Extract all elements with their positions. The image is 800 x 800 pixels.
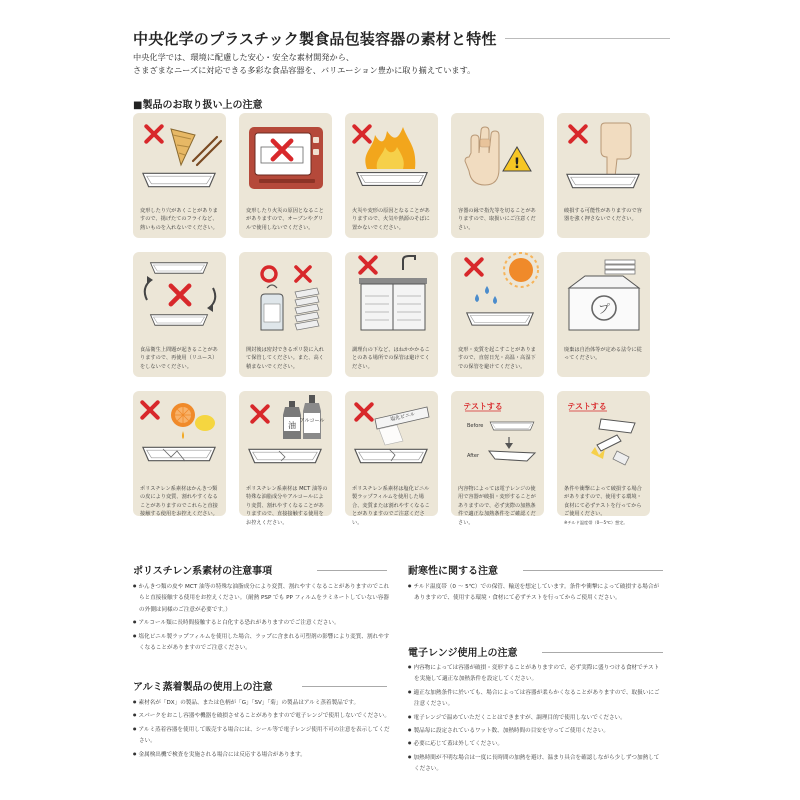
test-label: テストする — [567, 402, 607, 411]
oven-icon — [239, 113, 332, 198]
oil-alcohol-bottles-icon — [239, 391, 332, 476]
caution-card-fire — [345, 113, 438, 238]
card-text-note: ※チルド温度帯（0～5℃）想定。 — [564, 519, 628, 525]
handling-section-heading: ■製品のお取り扱い上の注意 — [133, 100, 263, 111]
mw-section-divider — [542, 652, 663, 653]
card-text — [564, 485, 646, 527]
pvc-label: 塩化ビニル — [389, 411, 416, 423]
list-item: ● 塩化ビニル製ラップフィルムを使用した場合、ラップに含まれる可塑剤の影響により変質、割れやすくなることがありますのでご注意ください。 — [133, 630, 391, 655]
card-text: 調理台の下など、はねかかかることのある場所での保管は避けてください。 — [352, 347, 430, 370]
caution-card-disposal — [557, 252, 650, 377]
caution-card-oil-alcohol — [239, 391, 332, 526]
caution-card-hot-food — [133, 113, 226, 238]
card-text: 食品衛生上問題が起きることがありますので、再使用（リユース）をしないでください。 — [140, 347, 218, 370]
card-text: 変形したり火災の原因となることがありますので、オーブンやグリルで使用しないでください。 — [246, 208, 324, 231]
card-text: 開封後は密封できるポリ袋に入れて保管してください。また、高く積まないでください。 — [246, 347, 324, 370]
caution-card-reuse — [133, 252, 226, 377]
list-item: ● スパークをおこし容器や機器を破損させることがありますので電子レンジで使用しないでください。 — [133, 709, 391, 722]
card-text: 廃棄は自治体等が定める法令に従ってください。 — [564, 347, 642, 362]
card-text: ポリスチレン系素材はかんきつ類の皮により変質、割れやすくなることがありますのでこれらと直接接触する使用をお控えください。 — [140, 486, 218, 518]
list-item: ● かんきつ類の皮や MCT 油等の特殊な油脂成分により変質、割れやすくなることがありますのでこれらと直接接触する使用をお控えください。（耐熱 PSP でも PP フィルムをラミネートしていない容器の外側は同様のご注意が必要です。） — [133, 580, 391, 616]
page-title: 中央化学のプラスチック製食品包装容器の素材と特性 — [133, 30, 497, 48]
after-label: After — [467, 453, 480, 459]
card-text: 破損する可能性がありますので容器を強く押さないでください。 — [564, 208, 642, 223]
intro-line-1: 中央化学では、環境に配慮した安心・安全な素材開発から、 — [133, 52, 355, 62]
list-item: ● チルド温度帯（0 ～ 5℃）での保管、輸送を想定しています。条件や衝撃によって破損する場合がありますので、使用する環境・食材にて必ずテストを行ってからご使用ください。 — [408, 580, 664, 605]
intro-text — [133, 51, 475, 77]
alcohol-label: アルコール — [299, 418, 325, 424]
card-text: 変形・変質を起こすことがありますので、直射日光・高温・高湿下での保管を避けてください。 — [458, 347, 536, 370]
ps-section-list — [133, 580, 391, 654]
list-item: ● 製品毎に設定されているワット数、加熱時間の目安を守ってご使用ください。 — [408, 724, 664, 737]
card-text: 容器の縁で指先等を切ることがありますので、取扱いにご注意ください。 — [458, 208, 536, 231]
cold-impact-test-icon — [557, 391, 650, 476]
card-text-main: 条件や衝撃によって破損する場合がありますので、使用する環境・食材にて必ずテストを行ってからご使用ください。 — [564, 486, 642, 518]
caution-card-cold-test — [557, 391, 650, 525]
before-after-test-icon — [451, 391, 544, 476]
list-item: ● 加熱時間が不明な場合は一度に長時間の加熱を避け、温まり具合を確認しながら少しずつ加熱してください。 — [408, 751, 664, 776]
al-section-list — [133, 696, 391, 761]
al-section-heading: アルミ蒸着製品の使用上の注意 — [133, 682, 273, 693]
caution-card-storage-bag — [239, 252, 332, 377]
caution-card-oven — [239, 113, 332, 238]
no-reuse-icon — [133, 252, 226, 337]
recycle-box-icon — [557, 252, 650, 337]
caution-card-pvc-wrap — [345, 391, 438, 526]
pvc-wrap-icon — [345, 391, 438, 476]
caution-card-press — [557, 113, 650, 238]
cold-section-heading: 耐寒性に関する注意 — [408, 566, 498, 577]
mw-section-list — [408, 661, 664, 776]
poly-bag-storage-icon — [239, 252, 332, 337]
svg-text:プ: プ — [597, 302, 611, 316]
caution-card-sink — [345, 252, 438, 377]
hot-fried-food-icon — [133, 113, 226, 198]
pressing-hand-icon — [557, 113, 650, 198]
list-item: ● アルミ蒸着容器を使用して販売する場合には、シール等で電子レンジ使用不可の注意を表示してください。 — [133, 723, 391, 748]
card-text: 変形したり穴があくことがありますので、揚げたてのフライなど、熱いものを入れないでください。 — [140, 208, 218, 231]
citrus-icon — [133, 391, 226, 476]
before-label: Before — [467, 423, 484, 429]
list-item: ● 適正な加熱条件に於いても、場合によっては容器が柔らかくなることがありますので、取扱いにご注意ください。 — [408, 686, 664, 711]
list-item: ● 電子レンジで温めていただくことはできますが、調理目的で使用しないでください。 — [408, 711, 664, 724]
sink-cabinet-icon — [345, 252, 438, 337]
sun-water-icon — [451, 252, 544, 337]
ps-section-divider — [317, 570, 387, 571]
cold-section-divider — [523, 570, 663, 571]
cold-section-list — [408, 580, 664, 605]
list-item: ● 必要に応じて蓋は外してください。 — [408, 737, 664, 750]
test-label: テストする — [463, 402, 503, 411]
ps-section-heading: ポリスチレン系素材の注意事項 — [133, 566, 273, 577]
bandaged-hand-icon — [451, 113, 544, 198]
intro-line-2: さまざまなニーズに対応できる多彩な食品容器を、バリエーション豊かに取り揃えています。 — [133, 65, 476, 75]
caution-card-cut-finger — [451, 113, 544, 238]
list-item: ● 素材名が「DX」の製品、または色柄が「G」「SV」「菊」の製品はアルミ蒸着製品です。 — [133, 696, 391, 709]
list-item: ● アルコール類に長時間接触すると白化する恐れがありますのでご注意ください。 — [133, 616, 391, 629]
caution-card-citrus — [133, 391, 226, 516]
list-item: ● 内容物によっては容器が破損・変形することがありますので、必ず実際に盛りつける食材でテストを実施して適正な加熱条件を設定してください。 — [408, 661, 664, 686]
caution-card-sun-humidity — [451, 252, 544, 377]
al-section-divider — [302, 686, 387, 687]
svg-text:!: ! — [513, 156, 521, 172]
title-divider — [505, 38, 670, 39]
card-text: 内容物によっては電子レンジの使用で容器が破損・変形することがありますので、必ず実際の加熱条件で適正な加熱条件をご確認ください。 — [458, 486, 536, 526]
card-text: ポリスチレン系素材は塩化ビニル製ラップフィルムを使用した場合、変質または割れやすくなることがありますのでご注意ください。 — [352, 486, 430, 526]
oil-label: 油 — [288, 421, 296, 430]
card-text: ポリスチレン系素材は MCT 油等の特殊な油脂成分やアルコールにより変質、割れやすくなることがありますので、直接接触する使用をお控えください。 — [246, 486, 328, 526]
caution-card-microwave-test — [451, 391, 544, 526]
list-item: ● 金属検出機で検査を実施される場合には反応する場合があります。 — [133, 748, 391, 761]
fire-icon — [345, 113, 438, 198]
card-text: 火災や変形の原因となることがありますので、火気や熱源のそばに置かないでください。 — [352, 208, 430, 231]
mw-section-heading: 電子レンジ使用上の注意 — [408, 648, 518, 659]
